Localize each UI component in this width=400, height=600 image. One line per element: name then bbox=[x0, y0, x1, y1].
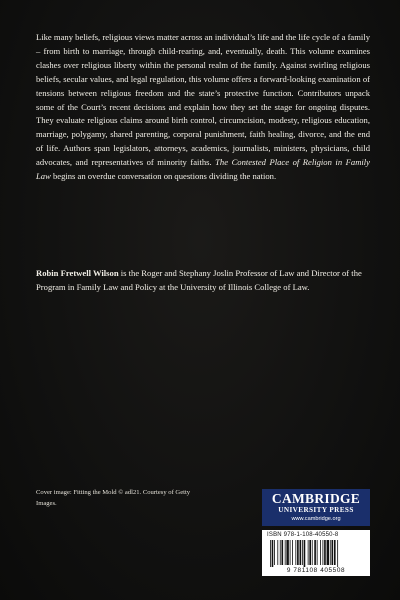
isbn-label: ISBN 978-1-108-40550-8 bbox=[267, 532, 339, 538]
barcode-bar bbox=[302, 540, 303, 565]
description-part-2: begins an overdue conversation on questions dividing the nation. bbox=[50, 171, 277, 182]
publisher-subtitle: UNIVERSITY PRESS bbox=[278, 506, 354, 514]
barcode-bar bbox=[312, 540, 313, 565]
barcode-bar bbox=[314, 540, 316, 565]
barcode-bar bbox=[304, 540, 306, 567]
barcode-bar bbox=[332, 540, 334, 565]
barcode-bar bbox=[317, 540, 318, 565]
author-name: Robin Fretwell Wilson bbox=[36, 268, 119, 278]
barcode-bar bbox=[309, 540, 311, 565]
barcode-bar bbox=[280, 540, 281, 565]
publisher-url: www.cambridge.org bbox=[291, 516, 341, 522]
barcode-bar bbox=[320, 540, 321, 565]
barcode-bar bbox=[295, 540, 296, 565]
barcode-bar bbox=[327, 540, 329, 565]
publisher-name: CAMBRIDGE bbox=[271, 491, 361, 506]
barcode-bar bbox=[281, 540, 283, 565]
barcode-bar bbox=[277, 540, 278, 565]
barcode-bar bbox=[285, 540, 286, 565]
barcode-bar bbox=[290, 540, 291, 565]
barcode-bar bbox=[334, 540, 336, 565]
barcode-bar bbox=[308, 540, 309, 565]
barcode-bar bbox=[297, 540, 299, 565]
barcode-bar bbox=[274, 540, 275, 565]
barcode-bar bbox=[272, 540, 274, 567]
book-description bbox=[36, 31, 370, 184]
barcode-bar bbox=[292, 540, 293, 565]
barcode-digits: 9 781108 405508 bbox=[286, 567, 346, 574]
barcode-bar bbox=[300, 540, 302, 565]
barcode-bar bbox=[286, 540, 288, 565]
barcode-bar bbox=[330, 540, 331, 565]
barcode-bar bbox=[337, 540, 338, 567]
barcode-bar bbox=[322, 540, 323, 565]
author-bio-text: is the Roger and Stephany Joslin Professor of Law and Director of the Program in Family Law and Policy at the University of Illinois College of Law. bbox=[36, 268, 362, 292]
barcode-icon bbox=[270, 540, 362, 567]
publisher-logo bbox=[262, 489, 370, 526]
book-title-italic: The Contested Place of Religion in Family Law bbox=[36, 157, 370, 182]
barcode-panel bbox=[262, 530, 370, 576]
cover-image-credit: Cover image: Fitting the Mold © adl21. Courtesy of Getty Images. bbox=[36, 489, 191, 507]
barcode-bar bbox=[270, 540, 271, 567]
barcode-bar bbox=[324, 540, 326, 565]
description-part-1: Like many beliefs, religious views matter across an individual’s life and the life cycle of a family – from birth to marriage, through child-rearing, and, eventually, death. This volume examines clashes over religious liberty within the personal realm of the family. Against swirling religious beliefs, secular values, and legal regulation, this volume offers a forward-looking examination of tensions between religious freedom and the state’s protective function. Contributors unpack some of the Court’s recent decisions and explain how they set the stage for ongoing disputes. They evaluate religious claims around birth control, circumcision, modesty, religious education, marriage, polygamy, shared parenting, corporal punishment, faith healing, divorce, and the end of life. Authors span legislators, attorneys, academics, journalists, ministers, physicians, child advocates, and representatives of minority faiths. bbox=[36, 32, 370, 168]
author-bio bbox=[36, 267, 370, 295]
